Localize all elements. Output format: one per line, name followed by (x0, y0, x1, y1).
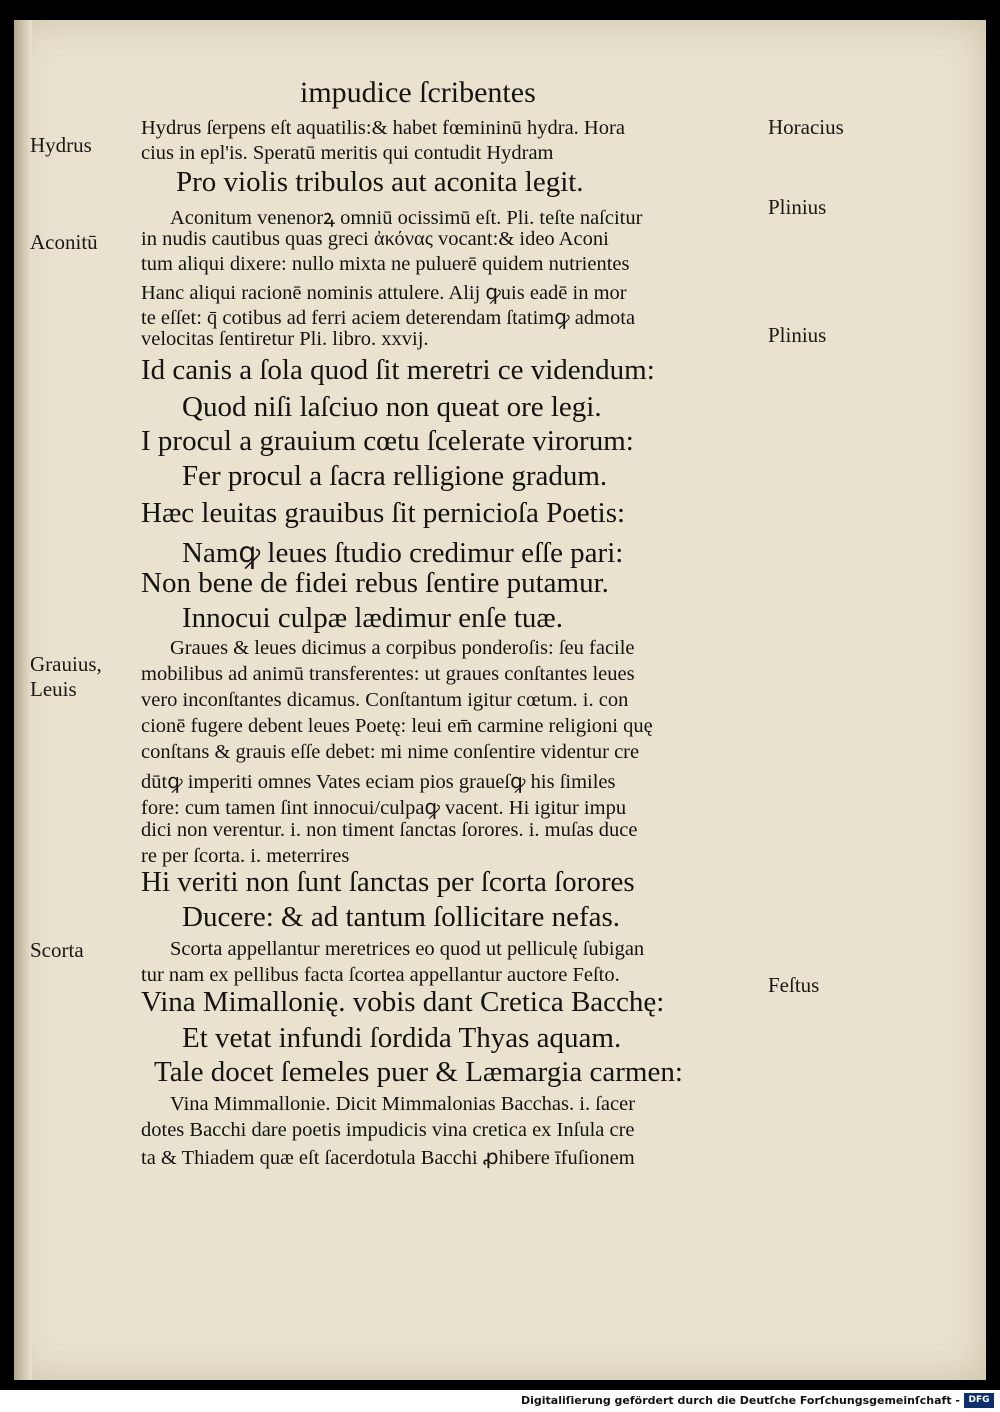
margin-note-left: Scorta (30, 938, 84, 962)
text-line: cionē fugere debent leues Poetę: leui em̄ carmine religioni quę (141, 715, 653, 737)
verse-line: Innocui culpæ lædimur enſe tuæ. (182, 602, 563, 634)
text-line: in nudis cautibus quas greci ἀκόνας vocant:& ideo Aconi (141, 228, 609, 250)
text-line: dici non verentur. i. non timent ſanctas ſorores. i. muſas duce (141, 819, 638, 841)
verse-line: Hæc leuitas grauibus ſit pernicioſa Poetis: (141, 497, 626, 529)
text-line: dūtꝙ imperiti omnes Vates eciam pios graueſꝙ his ſimiles (141, 771, 616, 793)
verse-line: Non bene de fidei rebus ſentire putamur. (141, 567, 609, 599)
verse-line: Ducere: & ad tantum ſollicitare nefas. (182, 901, 621, 933)
text-line: Hydrus ſerpens eſt aquatilis:& habet fœmininū hydra. Hora (141, 117, 625, 139)
footer-bar (0, 1390, 1000, 1412)
verse-line: Tale docet ſemeles puer & Læmargia carmen: (154, 1056, 683, 1088)
text-line: tum aliqui dixere: nullo mixta ne puluerē quidem nutrientes (141, 253, 630, 275)
margin-note-left: Hydrus (30, 133, 92, 157)
dfg-logo-icon[interactable]: DFG (964, 1393, 994, 1408)
text-line: fore: cum tamen ſint innocui/culpaꝙ vacent. Hi igitur impu (141, 797, 627, 819)
text-line: mobilibus ad animū transferentes: ut graues conſtantes leues (141, 663, 635, 685)
running-heading: impudice ſcribentes (300, 76, 536, 109)
text-line: te eſſet: q̄ cotibus ad ferri aciem deterendam ſtatimꝙ admota (141, 307, 636, 329)
verse-line: Et vetat infundi ſordida Thyas aquam. (182, 1022, 622, 1054)
text-line: vero inconſtantes dicamus. Conſtantum igitur cœtum. i. con (141, 689, 629, 711)
margin-note-left: Aconitū (30, 230, 98, 254)
book-page (14, 20, 986, 1380)
margin-note-right: Plinius (768, 323, 827, 347)
text-line: Vina Mimmallonie. Dicit Mimmalonias Bacchas. i. ſacer (170, 1093, 636, 1115)
text-line: dotes Bacchi dare poetis impudicis vina cretica ex Inſula cre (141, 1119, 635, 1141)
margin-note-left: Grauius, (30, 652, 102, 676)
verse-line: Quod niſi laſciuo non queat ore legi. (182, 391, 602, 423)
verse-line: Namꝙ leues ſtudio credimur eſſe pari: (182, 537, 624, 569)
verse-line: Vina Mimallonię. vobis dant Cretica Bacchę: (141, 986, 665, 1018)
verse-line: Id canis a ſola quod ſit meretri ce videndum: (141, 354, 655, 386)
text-line: Hanc aliqui racionē nominis attulere. Alij ꝙuis eadē in mor (141, 282, 627, 304)
text-line: tur nam ex pellibus facta ſcortea appellantur auctore Feſto. (141, 964, 620, 986)
verse-line: Fer procul a ſacra relligione gradum. (182, 460, 608, 492)
verse-line: Hi veriti non ſunt ſanctas per ſcorta ſorores (141, 866, 635, 898)
text-line: velocitas ſentiretur Pli. libro. xxvij. (141, 328, 429, 350)
text-line: re per ſcorta. i. meterrires (141, 845, 350, 867)
verse-line: Pro violis tribulos aut aconita legit. (176, 166, 584, 198)
margin-note-right: Horacius (768, 115, 844, 139)
text-line: Aconitum venenorꝝ omniū ocissimū eſt. Pli. teſte naſcitur (170, 207, 643, 229)
verse-line: I procul a grauium cœtu ſcelerate virorum: (141, 425, 634, 457)
funding-credit: Digitaliſierung gefördert durch die Deutſche Forſchungsgemeinſchaft - (520, 1394, 960, 1407)
text-line: Graues & leues dicimus a corpibus ponderoſis: ſeu facile (170, 637, 635, 659)
text-line: cius in epl'is. Speratū meritis qui contudit Hydram (141, 142, 554, 164)
text-line: conſtans & grauis eſſe debet: mi nime conſentire videntur cre (141, 741, 640, 763)
margin-note-left: Leuis (30, 677, 77, 701)
margin-note-right: Feſtus (768, 973, 820, 997)
margin-note-right: Plinius (768, 195, 827, 219)
text-line: ta & Thiadem quæ eſt ſacerdotula Bacchi ꝓhibere īfuſionem (141, 1147, 635, 1169)
text-line: Scorta appellantur meretrices eo quod ut pelliculę ſubigan (170, 938, 645, 960)
